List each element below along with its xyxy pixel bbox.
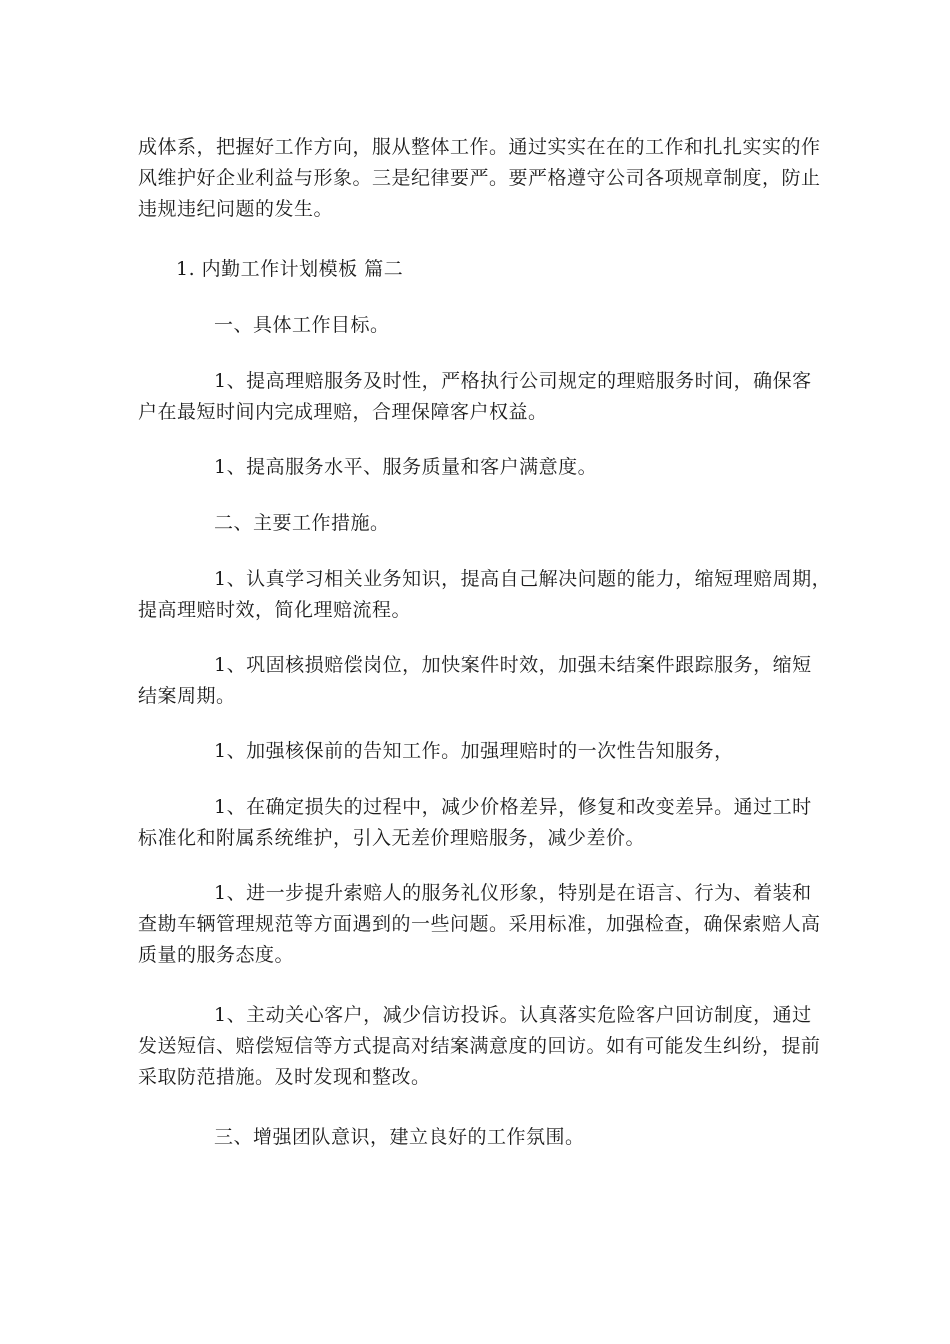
text-line: 发送短信、赔偿短信等方式提高对结案满意度的回访。如有可能发生纠纷，提前 <box>138 1035 821 1057</box>
text-line: 1、认真学习相关业务知识，提高自己解决问题的能力，缩短理赔周期， <box>214 568 832 590</box>
paragraph-discipline <box>138 132 821 225</box>
heading-text: 一、具体工作目标。 <box>214 314 390 336</box>
text-line: 违规违纪问题的发生。 <box>138 198 334 220</box>
text-line: 查勘车辆管理规范等方面遇到的一些问题。采用标准，加强检查，确保索赔人高 <box>138 913 821 935</box>
paragraph-price-difference <box>138 792 810 854</box>
heading-text: 三、增强团队意识，建立良好的工作氛围。 <box>214 1126 585 1148</box>
text-line: 质量的服务态度。 <box>138 944 295 966</box>
text-line: 1、加强核保前的告知工作。加强理赔时的一次性告知服务， <box>214 740 734 762</box>
text-line: 1、主动关心客户，减少信访投诉。认真落实危险客户回访制度，通过 <box>214 1004 812 1026</box>
paragraph-notification <box>138 736 810 767</box>
text-line: 1、在确定损失的过程中，减少价格差异，修复和改变差异。通过工时 <box>214 796 812 818</box>
section-heading-measures <box>138 508 810 539</box>
paragraph-customer-care <box>138 1000 821 1093</box>
text-line: 提高理赔时效，简化理赔流程。 <box>138 599 412 621</box>
paragraph-service-level <box>138 452 810 483</box>
text-line: 结案周期。 <box>138 685 236 707</box>
heading-text: 1. 内勤工作计划模板 篇二 <box>176 258 404 280</box>
paragraph-loss-assessment <box>138 650 810 712</box>
section-heading-goals <box>138 310 810 341</box>
section-heading-teamwork <box>138 1122 810 1153</box>
text-line: 采取防范措施。及时发现和整改。 <box>138 1066 431 1088</box>
paragraph-claim-timeliness <box>138 366 810 428</box>
text-line: 成体系，把握好工作方向，服从整体工作。通过实实在在的工作和扎扎实实的作 <box>138 136 821 158</box>
text-line: 1、巩固核损赔偿岗位，加快案件时效，加强未结案件跟踪服务，缩短 <box>214 654 812 676</box>
text-line: 风维护好企业利益与形象。三是纪律要严。要严格遵守公司各项规章制度，防止 <box>138 167 821 189</box>
heading-text: 二、主要工作措施。 <box>214 512 390 534</box>
text-line: 户在最短时间内完成理赔，合理保障客户权益。 <box>138 401 548 423</box>
paragraph-learning <box>138 564 832 626</box>
paragraph-etiquette <box>138 878 821 971</box>
text-line: 1、提高服务水平、服务质量和客户满意度。 <box>214 456 598 478</box>
section-heading-template <box>138 254 810 285</box>
text-line: 1、提高理赔服务及时性，严格执行公司规定的理赔服务时间，确保客 <box>214 370 812 392</box>
text-line: 标准化和附属系统维护，引入无差价理赔服务，减少差价。 <box>138 827 646 849</box>
text-line: 1、进一步提升索赔人的服务礼仪形象，特别是在语言、行为、着装和 <box>214 882 812 904</box>
